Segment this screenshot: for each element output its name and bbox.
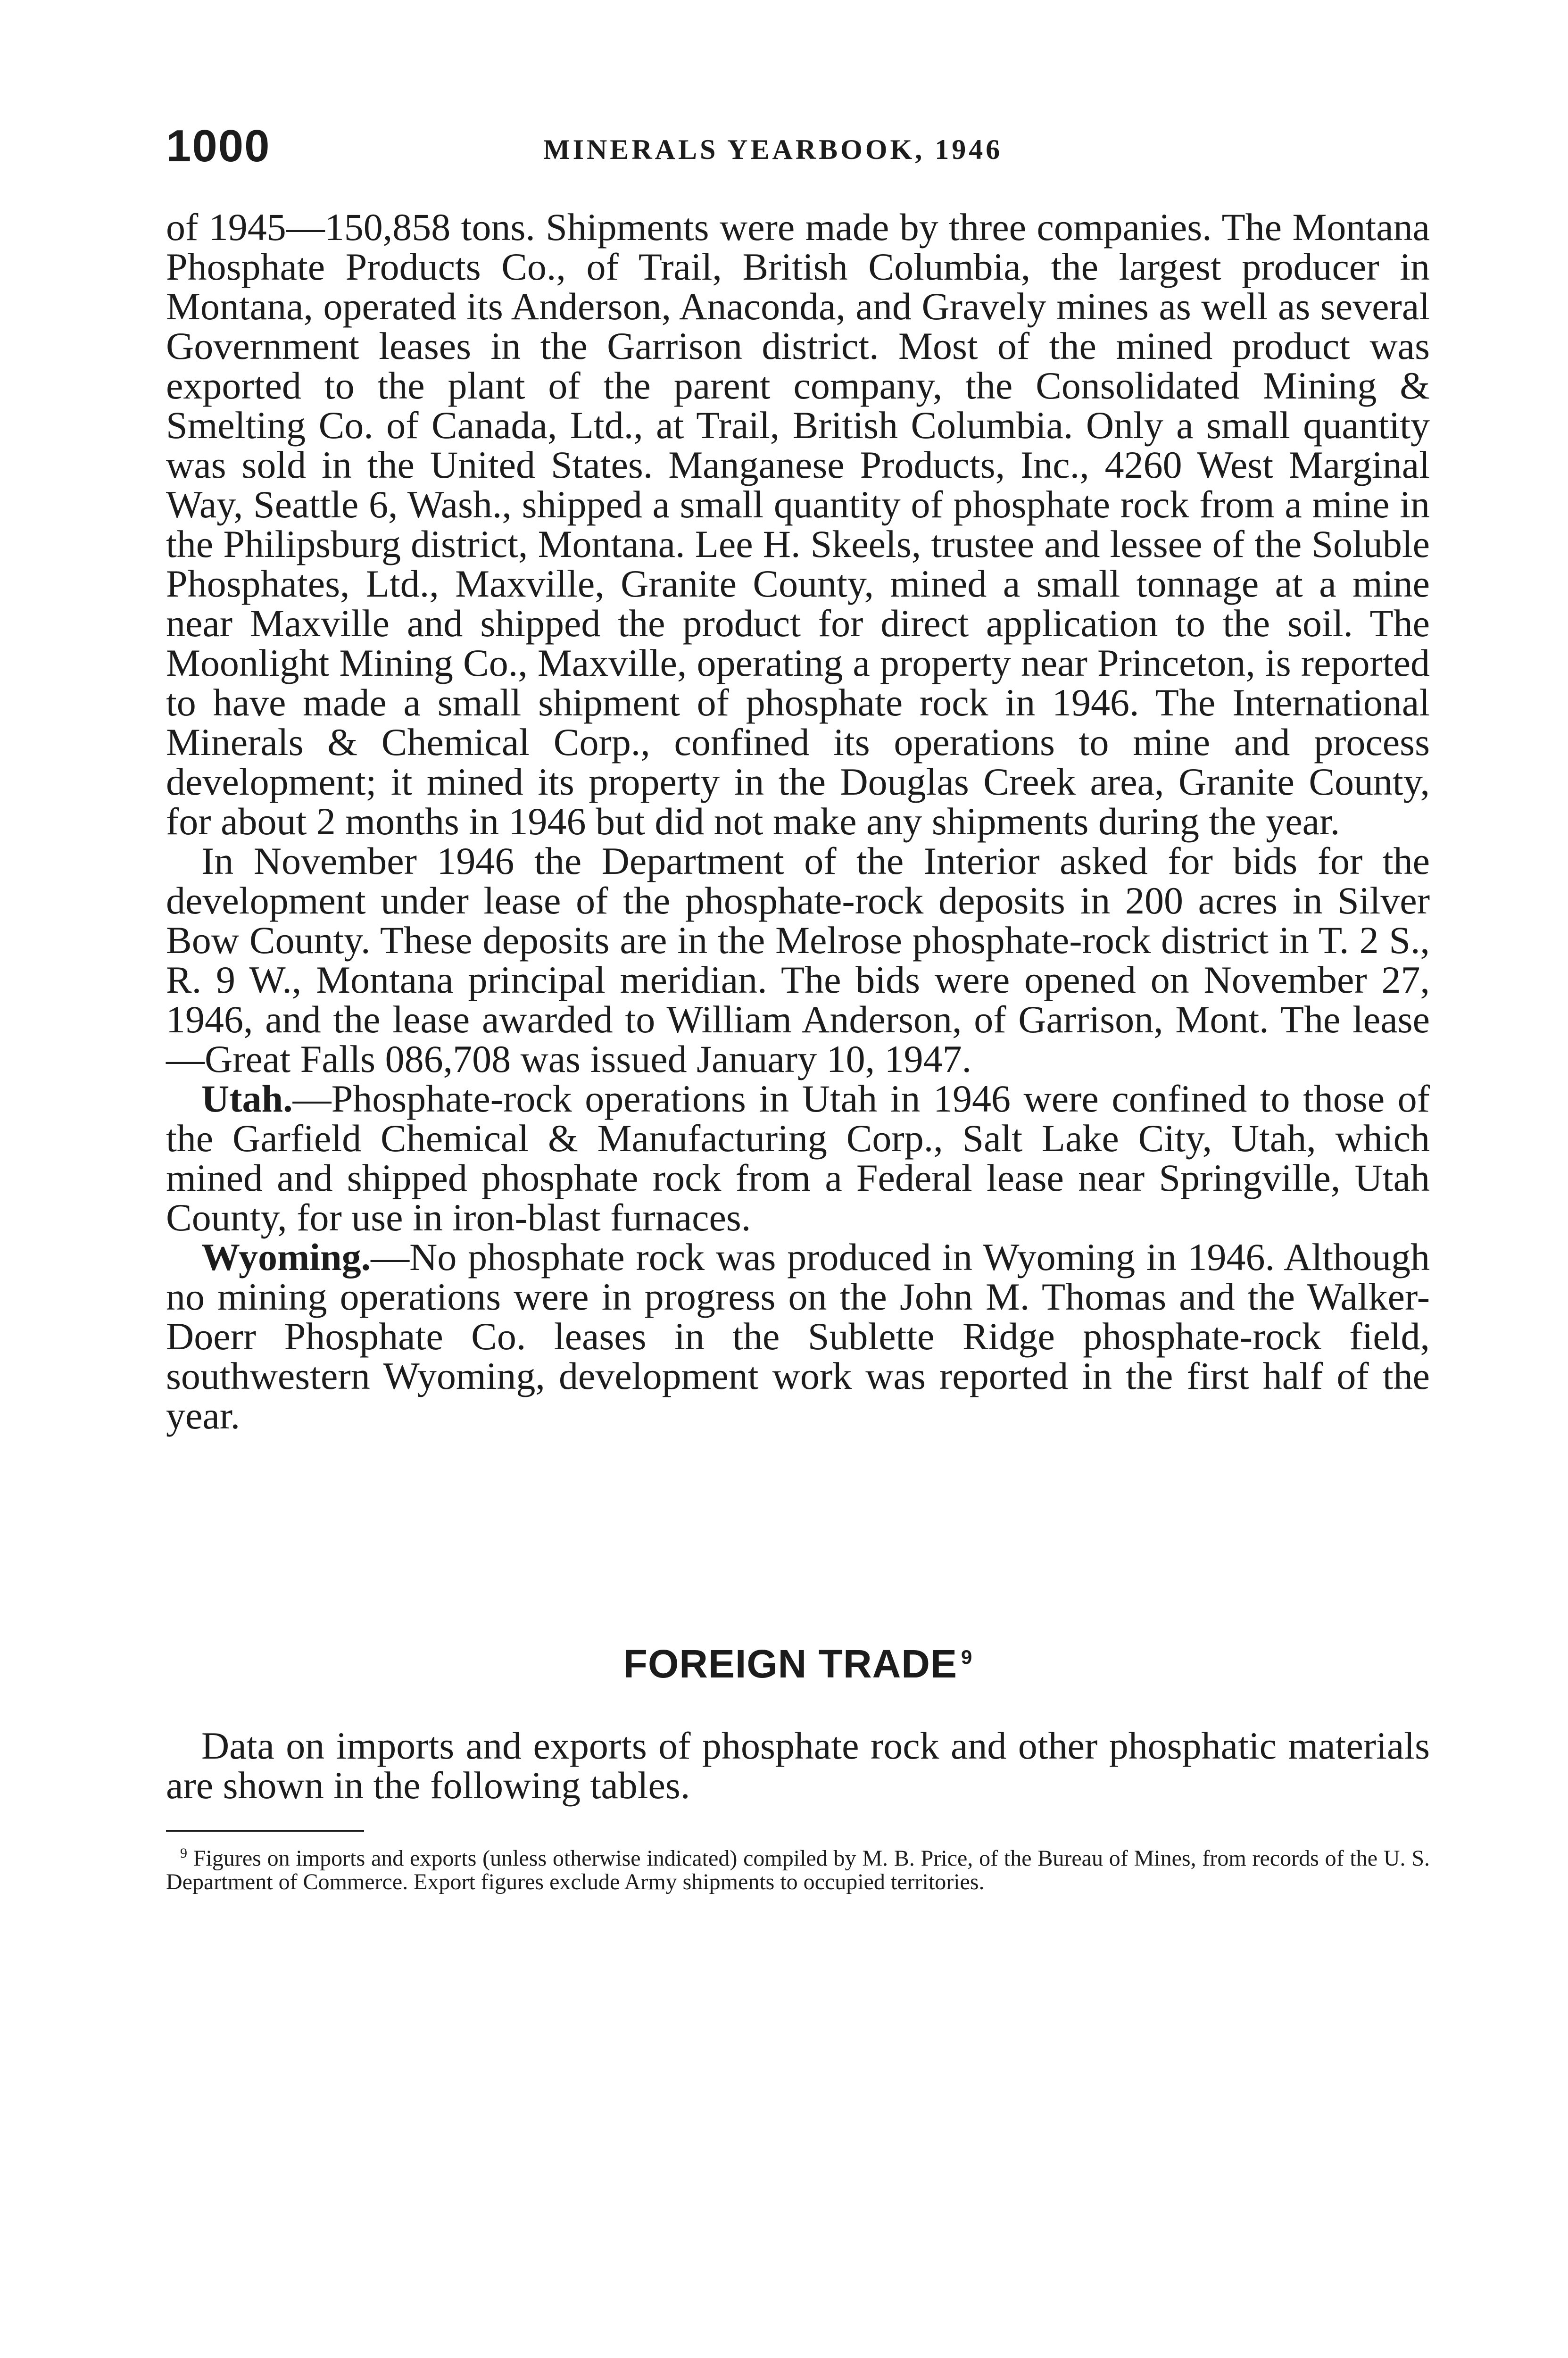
paragraph-montana-continued: of 1945—150,858 tons. Shipments were made by three companies. The Montana Phosphate Products Co., of Trail, British Columbia, the largest producer in Montana, operated its Anderson, Anaconda, and Gravely mines as well as several Government leases in the Garrison district. Most of the mined product was exported to the plant of the parent company, the Consolidated Mining & Smelting Co. of Canada, Ltd., at Trail, British Columbia. Only a small quantity was sold in the United States. Manganese Products, Inc., 4260 West Marginal Way, Seattle 6, Wash., shipped a small quantity of phosphate rock from a mine in the Philipsburg district, Montana. Lee H. Skeels, trustee and lessee of the Soluble Phosphates, Ltd., Maxville, Granite County, mined a small tonnage at a mine near Maxville and shipped the product for direct application to the soil. The Moonlight Mining Co., Maxville, operating a property near Princeton, is reported to have made a small shipment of phosphate rock in 1946. The International Minerals & Chemical Corp., confined its operations to mine and process development; it mined its property in the Douglas Creek area, Granite County, for about 2 months in 1946 but did not make any shipments during the year. — [166, 206, 1430, 843]
section-intro: Data on imports and exports of phosphate rock and other phosphatic materials are shown in the following tables. — [166, 1724, 1430, 1807]
footnote-marker: 9 — [180, 1845, 187, 1861]
running-head: MINERALS YEARBOOK, 1946 — [543, 134, 1003, 165]
paragraph-wyoming — [166, 1237, 1430, 1436]
footnote-divider — [166, 1830, 364, 1832]
paragraph-utah — [166, 1079, 1430, 1237]
footnote-text: Figures on imports and exports (unless otherwise indicated) compiled by M. B. Price, of the Bureau of Mines, from records of the U. S. Department of Commerce. Export figures exclude Army shipments to occupied territories. — [166, 1846, 1430, 1894]
utah-text: —Phosphate-rock operations in Utah in 1946 were confined to those of the Garfield Chemical & Manufacturing Corp., Salt Lake City, Utah, which mined and shipped phosphate rock from a Federal lease near Springville, Utah County, for use in iron-blast furnaces. — [166, 1077, 1430, 1239]
wyoming-label: Wyoming. — [201, 1236, 371, 1279]
section-heading-text: FOREIGN TRADE — [623, 1642, 957, 1686]
page-header — [166, 120, 1430, 182]
section-heading — [166, 1641, 1430, 1687]
page-number: 1000 — [166, 121, 271, 171]
paragraph-silver-bow-lease: In November 1946 the Department of the Interior asked for bids for the development under lease of the phosphate-rock deposits in 200 acres in Silver Bow County. These deposits are in the Melrose phosphate-rock district in T. 2 S., R. 9 W., Montana principal meridian. The bids were opened on November 27, 1946, and the lease awarded to William Anderson, of Garrison, Mont. The lease—Great Falls 086,708 was issued January 10, 1947. — [166, 839, 1430, 1080]
utah-label: Utah. — [201, 1077, 293, 1120]
wyoming-text: —No phosphate rock was produced in Wyoming in 1946. Although no mining operations were in progress on the John M. Thomas and the Walker-Doerr Phosphate Co. leases in the Sublette Ridge phosphate-rock field, southwestern Wyoming, development work was reported in the first half of the year. — [166, 1236, 1430, 1437]
footnote — [166, 1842, 1430, 1894]
section-footnote-marker: 9 — [961, 1646, 973, 1668]
body-text — [166, 208, 1430, 1436]
